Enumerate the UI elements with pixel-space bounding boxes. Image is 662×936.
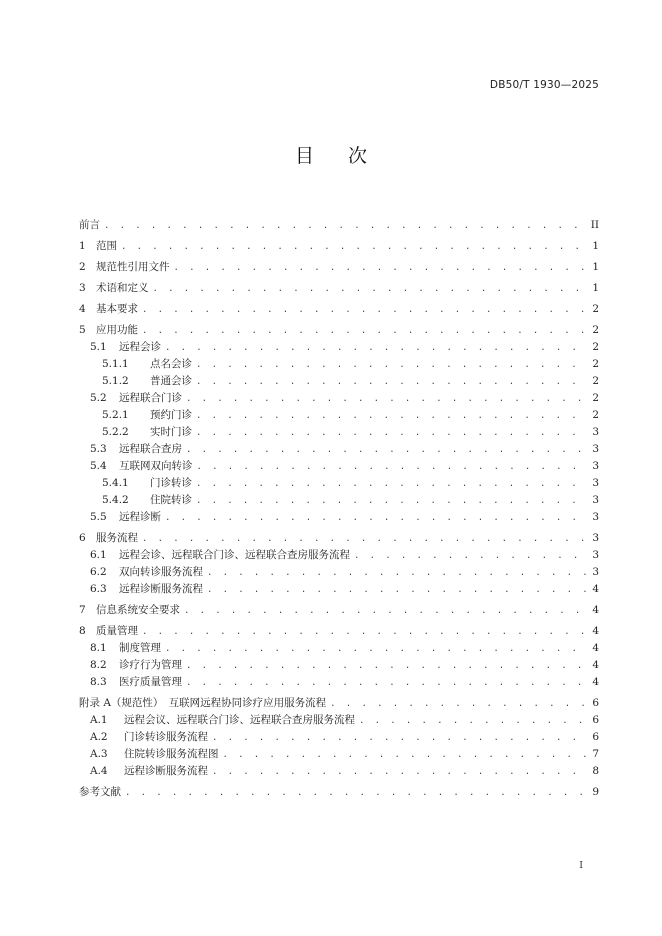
toc-entry-page: 3 bbox=[592, 494, 599, 506]
toc-entry[interactable] bbox=[79, 238, 599, 255]
toc-entry-page: 3 bbox=[592, 443, 599, 455]
toc-leader-dots bbox=[142, 625, 587, 640]
toc-entry[interactable] bbox=[79, 695, 599, 712]
toc-leader-dots bbox=[186, 676, 587, 691]
toc-leader-dots bbox=[104, 219, 587, 234]
toc-entry-number: 5.1.2 bbox=[102, 375, 129, 387]
toc-entry-number: 8.1 bbox=[90, 642, 107, 654]
toc-entry-label: 双向转诊服务流程 bbox=[119, 566, 203, 578]
toc-entry-number: A.2 bbox=[90, 731, 108, 743]
toc-entry-number: 6.3 bbox=[90, 583, 107, 595]
toc-leader-dots bbox=[196, 494, 587, 509]
toc-entry-label: 远程会议、远程联合门诊、远程联合查房服务流程 bbox=[124, 714, 355, 726]
toc-entry[interactable] bbox=[79, 475, 599, 492]
toc-entry[interactable] bbox=[79, 259, 599, 276]
toc-entry-page: 4 bbox=[592, 583, 599, 595]
toc-entry-number: 5.4.1 bbox=[102, 477, 129, 489]
toc-entry-label: 范围 bbox=[96, 240, 117, 252]
toc-entry-label: 参考文献 bbox=[79, 786, 121, 798]
toc-entry-number: 5.5 bbox=[90, 511, 107, 523]
toc-entry-label: 诊疗行为管理 bbox=[119, 659, 182, 671]
toc-leader-dots bbox=[196, 409, 587, 424]
toc-entry-number: 8.3 bbox=[90, 676, 107, 688]
toc-entry[interactable] bbox=[79, 581, 599, 598]
toc-entry-label: 基本要求 bbox=[96, 303, 138, 315]
toc-entry-page: 3 bbox=[592, 566, 599, 578]
toc-entry[interactable] bbox=[79, 657, 599, 674]
toc-leader-dots bbox=[142, 532, 587, 547]
toc-entry[interactable] bbox=[79, 301, 599, 318]
toc-leader-dots bbox=[174, 261, 588, 276]
toc-entry-page: 4 bbox=[592, 642, 599, 654]
toc-leader-dots bbox=[186, 659, 587, 674]
toc-entry-label: 普通会诊 bbox=[150, 375, 192, 387]
toc-entry-label: 术语和定义 bbox=[96, 282, 149, 294]
toc-entry-number: A.4 bbox=[90, 765, 108, 777]
toc-entry-number: 5.1 bbox=[90, 341, 107, 353]
toc-entry-label: 附录 A（规范性） 互联网远程协同诊疗应用服务流程 bbox=[79, 697, 327, 709]
toc-entry-page: 3 bbox=[592, 477, 599, 489]
toc-entry-label: 实时门诊 bbox=[150, 426, 192, 438]
page-number: I bbox=[579, 860, 583, 871]
toc-entry-label: 住院转诊服务流程图 bbox=[124, 748, 219, 760]
toc-leader-dots bbox=[212, 731, 587, 746]
toc-leader-dots bbox=[196, 375, 587, 390]
toc-entry-number: 5.4.2 bbox=[102, 494, 129, 506]
toc-leader-dots bbox=[207, 566, 587, 581]
toc-entry-page: 4 bbox=[592, 659, 599, 671]
toc-entry-page: 4 bbox=[592, 676, 599, 688]
toc-entry-page: 2 bbox=[592, 392, 599, 404]
toc-leader-dots bbox=[186, 392, 587, 407]
toc-entry-label: 质量管理 bbox=[96, 625, 138, 637]
toc-entry-label: 远程诊断服务流程 bbox=[124, 765, 208, 777]
toc-entry-number: 1 bbox=[79, 240, 86, 252]
toc-entry-label: 远程联合查房 bbox=[119, 443, 182, 455]
toc-leader-dots bbox=[165, 341, 587, 356]
toc-entry-label: 远程会诊 bbox=[119, 341, 161, 353]
toc-entry-number: 5.2.2 bbox=[102, 426, 129, 438]
toc-entry-page: 6 bbox=[592, 714, 599, 726]
toc-leader-dots bbox=[165, 642, 587, 657]
toc-entry-page: 2 bbox=[592, 341, 599, 353]
toc-entry-page: 8 bbox=[592, 765, 599, 777]
toc-leader-dots bbox=[359, 714, 587, 729]
toc-entry-label: 点名会诊 bbox=[150, 358, 192, 370]
toc-entry[interactable] bbox=[79, 217, 599, 234]
toc-entry-label: 医疗质量管理 bbox=[119, 676, 182, 688]
toc-entry[interactable] bbox=[79, 602, 599, 619]
toc-entry-label: 远程联合门诊 bbox=[119, 392, 182, 404]
toc-entry[interactable] bbox=[79, 509, 599, 526]
toc-entry-number: 4 bbox=[79, 303, 86, 315]
toc-entry[interactable] bbox=[79, 492, 599, 509]
toc-leader-dots bbox=[142, 303, 587, 318]
toc-entry-page: 2 bbox=[592, 375, 599, 387]
toc-leader-dots bbox=[196, 426, 587, 441]
toc-entry[interactable] bbox=[79, 356, 599, 373]
toc-entry[interactable] bbox=[79, 373, 599, 390]
toc-entry[interactable] bbox=[79, 407, 599, 424]
toc-entry-number: A.1 bbox=[90, 714, 108, 726]
toc-entry-page: 2 bbox=[592, 303, 599, 315]
toc-entry[interactable] bbox=[79, 623, 599, 640]
document-code: DB50/T 1930—2025 bbox=[489, 79, 599, 91]
toc-entry-page: 1 bbox=[592, 282, 599, 294]
toc-entry[interactable] bbox=[79, 763, 599, 780]
toc-entry-label: 预约门诊 bbox=[150, 409, 192, 421]
toc-leader-dots bbox=[197, 460, 588, 475]
toc-entry-page: 4 bbox=[592, 625, 599, 637]
toc-leader-dots bbox=[186, 443, 587, 458]
toc-entry-number: 6.1 bbox=[90, 549, 107, 561]
page-title: 目次 bbox=[294, 145, 401, 167]
toc-entry[interactable] bbox=[79, 339, 599, 356]
toc-entry-page: 3 bbox=[592, 549, 599, 561]
toc-leader-dots bbox=[121, 240, 587, 255]
toc-entry[interactable] bbox=[79, 729, 599, 746]
toc-entry-label: 制度管理 bbox=[119, 642, 161, 654]
toc-entry-label: 信息系统安全要求 bbox=[96, 604, 180, 616]
toc-entry-number: 2 bbox=[79, 261, 86, 273]
toc-entry-number: 6 bbox=[79, 532, 86, 544]
toc-leader-dots bbox=[196, 358, 587, 373]
toc-entry-label: 互联网双向转诊 bbox=[119, 460, 193, 472]
toc-leader-dots bbox=[207, 583, 587, 598]
toc-entry-page: 3 bbox=[592, 426, 599, 438]
toc-leader-dots bbox=[330, 697, 587, 712]
toc-entry-number: 3 bbox=[79, 282, 86, 294]
toc-entry-number: 5.1.1 bbox=[102, 358, 129, 370]
toc-entry-page: II bbox=[590, 219, 599, 231]
toc-entry-number: 8 bbox=[79, 625, 86, 637]
toc-entry-page: 2 bbox=[592, 409, 599, 421]
toc-entry[interactable] bbox=[79, 784, 599, 801]
toc-entry[interactable] bbox=[79, 640, 599, 657]
toc-leader-dots bbox=[184, 604, 587, 619]
toc-leader-dots bbox=[142, 324, 587, 339]
toc-entry-page: 3 bbox=[592, 532, 599, 544]
toc-entry-page: 3 bbox=[592, 460, 599, 472]
toc-entry-page: 1 bbox=[592, 240, 599, 252]
toc-entry-number: A.3 bbox=[90, 748, 108, 760]
toc-entry[interactable] bbox=[79, 280, 599, 297]
toc-entry[interactable] bbox=[79, 564, 599, 581]
toc-leader-dots bbox=[125, 786, 587, 801]
toc-entry-number: 5 bbox=[79, 324, 86, 336]
toc-entry-page: 9 bbox=[592, 786, 599, 798]
toc-entry[interactable] bbox=[79, 390, 599, 407]
toc-entry-page: 7 bbox=[592, 748, 599, 760]
toc-entry-label: 服务流程 bbox=[96, 532, 138, 544]
toc-entry-page: 3 bbox=[592, 511, 599, 523]
toc-entry[interactable] bbox=[79, 458, 599, 475]
toc-leader-dots bbox=[153, 282, 588, 297]
toc-entry-label: 远程诊断服务流程 bbox=[119, 583, 203, 595]
toc-entry[interactable] bbox=[79, 441, 599, 458]
toc-entry-label: 应用功能 bbox=[96, 324, 138, 336]
toc-entry-number: 5.4 bbox=[90, 460, 107, 472]
toc-entry-page: 6 bbox=[592, 697, 599, 709]
toc-entry[interactable] bbox=[79, 547, 599, 564]
toc-leader-dots bbox=[212, 765, 587, 780]
toc-entry-number: 8.2 bbox=[90, 659, 107, 671]
toc-entry[interactable] bbox=[79, 674, 599, 691]
toc-entry-label: 远程会诊、远程联合门诊、远程联合查房服务流程 bbox=[119, 549, 350, 561]
toc-entry-page: 4 bbox=[592, 604, 599, 616]
toc-entry-page: 1 bbox=[592, 261, 599, 273]
toc-entry-number: 5.2.1 bbox=[102, 409, 129, 421]
toc-entry-label: 门诊转诊 bbox=[150, 477, 192, 489]
toc-entry-number: 7 bbox=[79, 604, 86, 616]
toc-entry[interactable] bbox=[79, 322, 599, 339]
toc-entry[interactable] bbox=[79, 712, 599, 729]
toc-entry[interactable] bbox=[79, 424, 599, 441]
toc-entry-label: 住院转诊 bbox=[150, 494, 192, 506]
toc-leader-dots bbox=[223, 748, 588, 763]
toc-entry-number: 5.3 bbox=[90, 443, 107, 455]
toc-entry-page: 2 bbox=[592, 358, 599, 370]
toc-entry-label: 规范性引用文件 bbox=[96, 261, 170, 273]
toc-entry-page: 2 bbox=[592, 324, 599, 336]
toc-entry[interactable] bbox=[79, 746, 599, 763]
toc-entry-number: 6.2 bbox=[90, 566, 107, 578]
toc-entry[interactable] bbox=[79, 530, 599, 547]
toc-leader-dots bbox=[165, 511, 587, 526]
toc-leader-dots bbox=[196, 477, 587, 492]
toc-entry-page: 6 bbox=[592, 731, 599, 743]
toc-entry-label: 远程诊断 bbox=[119, 511, 161, 523]
toc-entry-label: 门诊转诊服务流程 bbox=[124, 731, 208, 743]
toc-leader-dots bbox=[354, 549, 587, 564]
toc-entry-number: 5.2 bbox=[90, 392, 107, 404]
toc-entry-label: 前言 bbox=[79, 219, 100, 231]
